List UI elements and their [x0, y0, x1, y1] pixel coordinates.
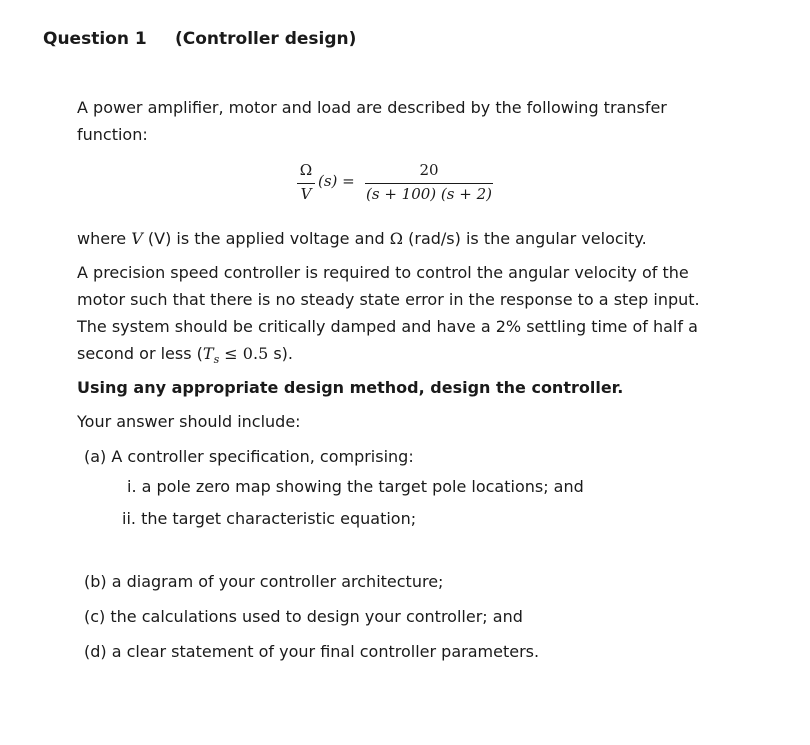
- requirement-line-4-pre: second or less (: [77, 344, 203, 363]
- lhs-numerator: Ω: [299, 161, 313, 179]
- settling-time-condition: ≤ 0.5: [219, 344, 269, 363]
- lhs-denominator: V: [300, 185, 312, 203]
- rhs-denominator: (s + 100) (s + 2): [366, 185, 492, 203]
- voltage-symbol: V: [131, 229, 143, 248]
- lhs-argument: (s) =: [318, 172, 355, 190]
- list-item-d: (d) a clear statement of your final controller parameters.: [84, 642, 540, 661]
- variable-definition: [77, 225, 647, 252]
- question-topic: (Controller design): [175, 29, 357, 49]
- rhs-fraction-bar: [365, 183, 493, 184]
- where-pre: where: [77, 229, 132, 248]
- settling-time-subscript: s: [213, 353, 220, 367]
- question-number: Question 1: [43, 29, 147, 49]
- where-mid: (V) is the applied voltage and: [142, 229, 390, 248]
- settling-time-symbol: T: [202, 344, 214, 363]
- omega-symbol: Ω: [389, 229, 404, 248]
- requirement-line-3: The system should be critically damped and have a 2% settling time of half a: [77, 317, 698, 336]
- list-item-a-i: i. a pole zero map showing the target pole locations; and: [127, 477, 584, 496]
- requirement-line-1: A precision speed controller is required to control the angular velocity of the: [77, 263, 689, 282]
- where-post: (rad/s) is the angular velocity.: [403, 229, 647, 248]
- requirement-line-4: [77, 340, 293, 373]
- requirement-line-2: motor such that there is no steady state error in the response to a step input.: [77, 290, 700, 309]
- requirement-line-4-post: s).: [268, 344, 293, 363]
- list-item-b: (b) a diagram of your controller architecture;: [84, 572, 444, 591]
- intro-line-2: function:: [77, 125, 148, 144]
- rhs-numerator: 20: [419, 161, 439, 179]
- intro-line-1: A power amplifier, motor and load are described by the following transfer: [77, 98, 667, 117]
- answer-intro: Your answer should include:: [77, 412, 301, 431]
- list-item-a: (a) A controller specification, comprising:: [84, 447, 414, 466]
- lhs-fraction-bar: [297, 183, 315, 184]
- list-item-c: (c) the calculations used to design your controller; and: [84, 607, 523, 626]
- list-item-a-ii: ii. the target characteristic equation;: [122, 509, 417, 528]
- design-instruction: Using any appropriate design method, design the controller.: [77, 378, 624, 397]
